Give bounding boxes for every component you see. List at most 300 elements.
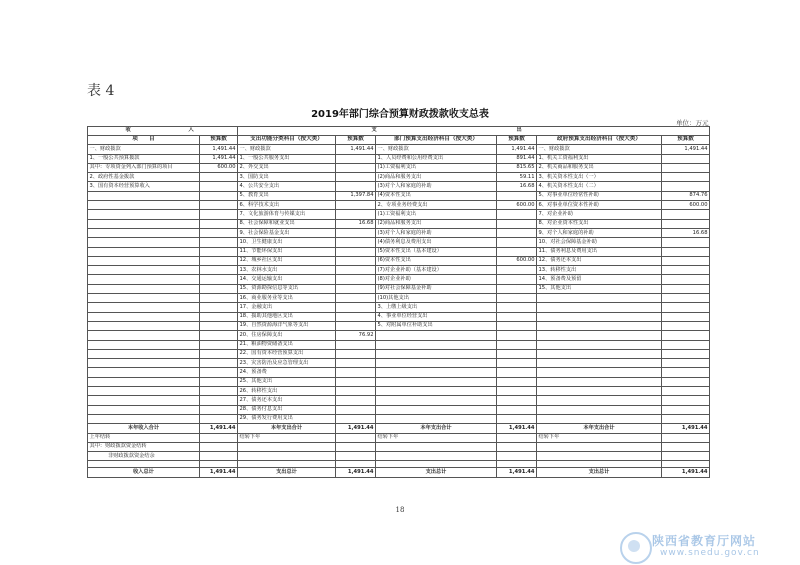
empty-cell	[662, 461, 710, 468]
item-cell	[88, 275, 200, 284]
table-row	[88, 219, 710, 228]
item-cell	[88, 405, 200, 414]
total-row	[88, 424, 710, 433]
item-cell	[88, 396, 200, 405]
item-cell	[537, 340, 662, 349]
item-cell: 14、预备费及预留	[537, 275, 662, 284]
item-cell	[537, 396, 662, 405]
amount-cell	[662, 294, 710, 303]
item-cell: 3、机关资本性支出（一）	[537, 173, 662, 182]
amount-cell	[662, 321, 710, 330]
item-cell: 10、卫生健康支出	[238, 238, 336, 247]
carry-sub-row	[88, 442, 710, 451]
amount-cell: 1,491.44	[497, 145, 537, 154]
empty-cell	[537, 452, 662, 461]
amount-cell: 1,491.44	[336, 424, 376, 433]
amount-cell	[200, 331, 238, 340]
amount-cell	[336, 414, 376, 423]
item-cell: (9)对社会保障基金补助	[376, 284, 497, 293]
amount-cell	[497, 191, 537, 200]
item-cell: 1、一般公共服务支出	[238, 154, 336, 163]
amount-cell	[336, 228, 376, 237]
col-header: 预算数	[200, 136, 238, 145]
item-cell: 19、自然资源海洋气象等支出	[238, 321, 336, 330]
item-cell: 15、其他支出	[537, 284, 662, 293]
amount-cell: 16.68	[336, 219, 376, 228]
col-header: 部门预算支出经济科目（按大类）	[376, 136, 497, 145]
amount-cell	[662, 396, 710, 405]
amount-cell	[497, 433, 537, 442]
item-cell	[88, 321, 200, 330]
item-cell	[537, 377, 662, 386]
empty-cell	[238, 461, 336, 468]
col-header: 支出功能分类科目（按大类）	[238, 136, 336, 145]
amount-cell	[336, 405, 376, 414]
table-row	[88, 349, 710, 358]
amount-cell	[497, 266, 537, 275]
item-cell	[376, 359, 497, 368]
empty-cell	[200, 461, 238, 468]
amount-cell	[200, 191, 238, 200]
table-row	[88, 414, 710, 423]
table-row	[88, 387, 710, 396]
col-header: 预算数	[497, 136, 537, 145]
amount-cell: 600.00	[662, 201, 710, 210]
amount-cell	[497, 442, 537, 451]
item-cell: 本年支出合计	[537, 424, 662, 433]
amount-cell	[497, 247, 537, 256]
amount-cell	[497, 359, 537, 368]
table-row	[88, 284, 710, 293]
item-cell: (4)债务利息及费用支出	[376, 238, 497, 247]
amount-cell	[662, 312, 710, 321]
empty-cell	[238, 452, 336, 461]
amount-cell	[336, 163, 376, 172]
table-row	[88, 210, 710, 219]
item-cell: 10、对社会保障基金补助	[537, 238, 662, 247]
amount-cell	[497, 228, 537, 237]
amount-cell: 1,491.44	[200, 424, 238, 433]
amount-cell: 874.76	[662, 191, 710, 200]
amount-cell: 891.44	[497, 154, 537, 163]
document-title: 2019年部门综合预算财政拨款收支总表	[311, 109, 489, 120]
amount-cell	[336, 442, 376, 451]
item-cell: 非财政拨款资金结余	[88, 452, 200, 461]
amount-cell	[662, 284, 710, 293]
amount-cell: 600.00	[497, 201, 537, 210]
table-row	[88, 405, 710, 414]
item-cell	[376, 405, 497, 414]
amount-cell	[497, 219, 537, 228]
item-cell: 8、对企业资本性支出	[537, 219, 662, 228]
item-cell: 结转下年	[376, 433, 497, 442]
amount-cell	[662, 182, 710, 191]
amount-cell	[336, 294, 376, 303]
amount-cell: 1,491.44	[497, 468, 537, 477]
item-cell: 22、国有资本经营预算支出	[238, 349, 336, 358]
item-cell: 支出总计	[376, 468, 497, 477]
item-cell: 13、转移性支出	[537, 266, 662, 275]
amount-cell	[336, 173, 376, 182]
item-cell: (2)商品和服务支出	[376, 173, 497, 182]
amount-cell: 815.65	[497, 163, 537, 172]
amount-cell	[497, 210, 537, 219]
amount-cell	[200, 414, 238, 423]
item-cell: 2、专项业务经费支出	[376, 201, 497, 210]
income-header	[88, 127, 238, 136]
item-cell: 上年结转	[88, 433, 200, 442]
amount-cell	[200, 173, 238, 182]
amount-cell	[336, 247, 376, 256]
table-row	[88, 321, 710, 330]
amount-cell	[662, 154, 710, 163]
item-cell	[376, 442, 497, 451]
item-cell: 25、其他支出	[238, 377, 336, 386]
item-cell	[376, 414, 497, 423]
item-cell: 2、机关商品和服务支出	[537, 163, 662, 172]
item-cell	[537, 349, 662, 358]
amount-cell	[662, 275, 710, 284]
item-cell	[537, 405, 662, 414]
item-cell	[537, 294, 662, 303]
item-cell: 7、对企业补助	[537, 210, 662, 219]
amount-cell	[497, 331, 537, 340]
amount-cell	[662, 405, 710, 414]
amount-cell	[662, 303, 710, 312]
item-cell: 27、债务还本支出	[238, 396, 336, 405]
amount-cell	[200, 247, 238, 256]
item-cell	[88, 294, 200, 303]
amount-cell	[662, 442, 710, 451]
item-cell: 支出总计	[537, 468, 662, 477]
empty-cell	[376, 461, 497, 468]
amount-cell	[200, 210, 238, 219]
item-cell	[537, 312, 662, 321]
table-row	[88, 154, 710, 163]
item-cell: 18、援助其他地区支出	[238, 312, 336, 321]
empty-cell	[497, 452, 537, 461]
item-cell: 24、预备费	[238, 368, 336, 377]
amount-cell	[200, 359, 238, 368]
amount-cell	[497, 396, 537, 405]
amount-cell	[200, 256, 238, 265]
item-cell: 13、农林水支出	[238, 266, 336, 275]
amount-cell	[497, 284, 537, 293]
empty-cell	[497, 461, 537, 468]
amount-cell: 1,491.44	[200, 154, 238, 163]
amount-cell	[497, 321, 537, 330]
table-row	[88, 163, 710, 172]
amount-cell: 16.68	[497, 182, 537, 191]
amount-cell	[336, 396, 376, 405]
amount-cell: 1,491.44	[200, 468, 238, 477]
table-row	[88, 312, 710, 321]
item-cell	[376, 377, 497, 386]
amount-cell: 16.68	[662, 228, 710, 237]
item-cell	[88, 247, 200, 256]
item-cell: (7)对企业补助（基本建设）	[376, 266, 497, 275]
amount-cell: 1,491.44	[662, 468, 710, 477]
item-cell: 26、转移性支出	[238, 387, 336, 396]
item-cell: 11、节能环保支出	[238, 247, 336, 256]
amount-cell	[336, 433, 376, 442]
amount-cell	[497, 414, 537, 423]
header-row-2	[88, 136, 710, 145]
item-cell	[238, 442, 336, 451]
amount-cell	[200, 433, 238, 442]
item-cell: 5、对附属单位补助支出	[376, 321, 497, 330]
item-cell: (8)对企业补助	[376, 275, 497, 284]
item-cell: 6、科学技术支出	[238, 201, 336, 210]
item-cell	[88, 368, 200, 377]
amount-cell	[336, 321, 376, 330]
item-cell	[88, 256, 200, 265]
item-cell: 6、对事业单位资本性补助	[537, 201, 662, 210]
item-cell: 16、商业服务业等支出	[238, 294, 336, 303]
table-row	[88, 331, 710, 340]
table-row	[88, 359, 710, 368]
item-cell: 9、对个人和家庭的补助	[537, 228, 662, 237]
item-cell: 本年支出合计	[238, 424, 336, 433]
item-cell: 21、粮油物资储备支出	[238, 340, 336, 349]
amount-cell	[497, 377, 537, 386]
watermark-url: www.snedu.gov.cn	[660, 548, 760, 558]
table-row	[88, 294, 710, 303]
item-cell	[376, 349, 497, 358]
watermark-logo-icon	[620, 532, 652, 564]
item-cell	[88, 284, 200, 293]
table-label: 表 4	[87, 83, 115, 99]
amount-cell: 1,491.44	[497, 424, 537, 433]
item-cell: 28、债务付息支出	[238, 405, 336, 414]
item-cell	[88, 266, 200, 275]
item-cell	[88, 387, 200, 396]
item-cell	[376, 368, 497, 377]
amount-cell	[662, 433, 710, 442]
amount-cell	[336, 256, 376, 265]
table-row	[88, 145, 710, 154]
item-cell	[88, 312, 200, 321]
amount-cell	[336, 340, 376, 349]
empty-cell	[336, 461, 376, 468]
item-cell: (6)资本性支出	[376, 256, 497, 265]
amount-cell: 1,397.84	[336, 191, 376, 200]
amount-cell	[662, 349, 710, 358]
income-header-right: 入	[188, 127, 194, 134]
item-cell	[88, 238, 200, 247]
amount-cell	[200, 284, 238, 293]
item-cell: 5、对事业单位经常性补助	[537, 191, 662, 200]
table-row	[88, 368, 710, 377]
unit-label: 单位：万元	[676, 119, 709, 127]
item-cell: (5)资本性支出（基本建设）	[376, 247, 497, 256]
item-cell	[537, 387, 662, 396]
amount-cell	[497, 238, 537, 247]
item-cell	[376, 387, 497, 396]
item-cell: 一、财政拨款	[537, 145, 662, 154]
item-cell	[88, 303, 200, 312]
amount-cell	[662, 210, 710, 219]
empty-cell	[376, 452, 497, 461]
amount-cell	[662, 247, 710, 256]
amount-cell	[336, 387, 376, 396]
item-cell: 结转下年	[238, 433, 336, 442]
amount-cell: 59.11	[497, 173, 537, 182]
amount-cell	[336, 238, 376, 247]
item-cell: 17、金融支出	[238, 303, 336, 312]
amount-cell: 600.00	[497, 256, 537, 265]
amount-cell	[200, 340, 238, 349]
table-row	[88, 182, 710, 191]
item-cell: 支出总计	[238, 468, 336, 477]
item-cell: 一、财政拨款	[376, 145, 497, 154]
amount-cell	[662, 340, 710, 349]
item-cell	[537, 442, 662, 451]
item-cell: 4、机关资本性支出（二）	[537, 182, 662, 191]
item-cell	[88, 359, 200, 368]
item-cell: (4)资本性支出	[376, 191, 497, 200]
amount-cell	[497, 349, 537, 358]
expense-header	[238, 127, 710, 136]
amount-cell	[662, 219, 710, 228]
amount-cell	[497, 312, 537, 321]
amount-cell	[200, 294, 238, 303]
amount-cell	[336, 359, 376, 368]
amount-cell	[662, 256, 710, 265]
item-cell: 结转下年	[537, 433, 662, 442]
item-cell: 29、债务发行费用支出	[238, 414, 336, 423]
amount-cell	[200, 266, 238, 275]
amount-cell	[200, 387, 238, 396]
item-cell: 2、政府性基金拨款	[88, 173, 200, 182]
header-row-1	[88, 127, 710, 136]
amount-cell	[200, 303, 238, 312]
item-cell	[88, 340, 200, 349]
amount-cell	[662, 414, 710, 423]
table-row	[88, 173, 710, 182]
item-cell: 5、教育支出	[238, 191, 336, 200]
amount-cell	[662, 368, 710, 377]
item-cell	[88, 228, 200, 237]
item-cell: 14、交通运输支出	[238, 275, 336, 284]
item-cell: 2、外交支出	[238, 163, 336, 172]
amount-cell	[336, 266, 376, 275]
amount-cell	[200, 405, 238, 414]
amount-cell	[336, 154, 376, 163]
item-cell	[537, 368, 662, 377]
amount-cell: 1,491.44	[336, 468, 376, 477]
item-cell	[537, 359, 662, 368]
item-cell: 1、一般公共预算拨款	[88, 154, 200, 163]
amount-cell	[662, 238, 710, 247]
item-cell	[88, 191, 200, 200]
item-cell: 1、人员经费和公用经费支出	[376, 154, 497, 163]
amount-cell	[200, 396, 238, 405]
item-cell: 9、社会保险基金支出	[238, 228, 336, 237]
item-cell	[88, 331, 200, 340]
amount-cell	[336, 368, 376, 377]
item-cell: 本年收入合计	[88, 424, 200, 433]
amount-cell	[497, 275, 537, 284]
item-cell: 一、财政拨款	[88, 145, 200, 154]
col-header: 预算数	[336, 136, 376, 145]
item-cell	[376, 331, 497, 340]
amount-cell	[336, 349, 376, 358]
item-cell	[537, 414, 662, 423]
item-cell	[88, 414, 200, 423]
item-cell	[88, 201, 200, 210]
empty-cell	[200, 452, 238, 461]
empty-cell	[662, 452, 710, 461]
watermark-text: 陕西省教育厅网站	[652, 534, 757, 548]
item-cell: 一、财政拨款	[238, 145, 336, 154]
amount-cell	[200, 201, 238, 210]
item-cell: 4、公共安全支出	[238, 182, 336, 191]
amount-cell	[662, 266, 710, 275]
empty-cell	[537, 461, 662, 468]
amount-cell	[336, 312, 376, 321]
item-cell: 本年支出合计	[376, 424, 497, 433]
carry-row	[88, 433, 710, 442]
amount-cell	[200, 377, 238, 386]
item-cell	[376, 396, 497, 405]
amount-cell	[497, 368, 537, 377]
item-cell: 12、城乡社区支出	[238, 256, 336, 265]
item-cell	[376, 340, 497, 349]
item-cell: (10)其他支出	[376, 294, 497, 303]
table-row	[88, 266, 710, 275]
amount-cell	[200, 238, 238, 247]
amount-cell	[662, 331, 710, 340]
amount-cell: 76.92	[336, 331, 376, 340]
item-cell	[537, 331, 662, 340]
item-cell: 11、债务利息及费用支出	[537, 247, 662, 256]
item-cell	[88, 219, 200, 228]
col-header: 项 目	[88, 136, 200, 145]
item-cell: 7、文化旅游体育与传媒支出	[238, 210, 336, 219]
amount-cell	[200, 312, 238, 321]
col-header: 政府预算支出经济科目（按大类）	[537, 136, 662, 145]
amount-cell	[336, 210, 376, 219]
item-cell: (2)商品和服务支出	[376, 219, 497, 228]
table-row	[88, 191, 710, 200]
amount-cell	[662, 163, 710, 172]
amount-cell	[200, 228, 238, 237]
amount-cell	[662, 359, 710, 368]
grand-total-row	[88, 468, 710, 477]
spacer-row	[88, 461, 710, 468]
amount-cell	[336, 303, 376, 312]
amount-cell	[497, 387, 537, 396]
item-cell: 3、国防支出	[238, 173, 336, 182]
item-cell	[88, 210, 200, 219]
item-cell: (1)工资福利支出	[376, 163, 497, 172]
table-row	[88, 340, 710, 349]
empty-cell	[88, 461, 200, 468]
table-row	[88, 275, 710, 284]
expense-header-right: 出	[516, 127, 522, 134]
item-cell: 12、债务还本支出	[537, 256, 662, 265]
item-cell: 3、国有资本经营预算收入	[88, 182, 200, 191]
amount-cell	[497, 405, 537, 414]
amount-cell	[497, 340, 537, 349]
amount-cell	[497, 294, 537, 303]
amount-cell	[200, 368, 238, 377]
amount-cell	[336, 284, 376, 293]
carry-sub-row	[88, 452, 710, 461]
amount-cell	[200, 442, 238, 451]
amount-cell	[200, 219, 238, 228]
